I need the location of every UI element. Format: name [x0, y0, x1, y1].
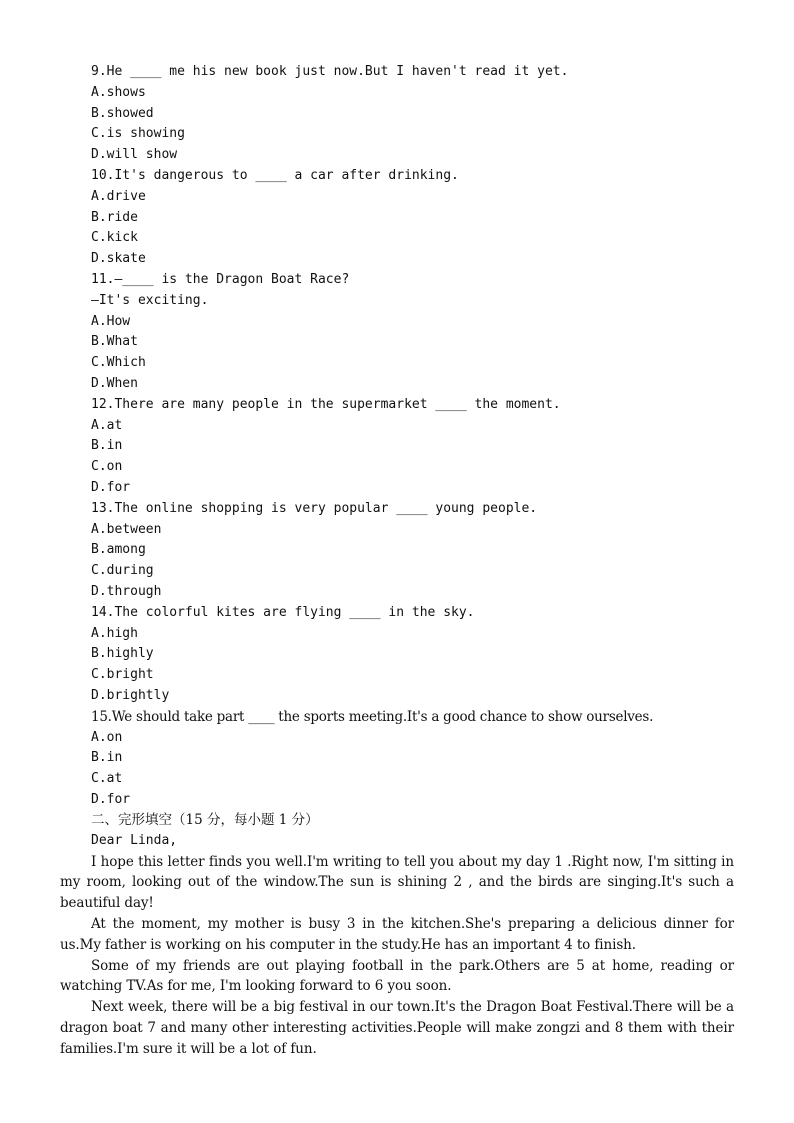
question-stem: 14.The colorful kites are flying ____ in the sky. [91, 604, 475, 620]
option-d: D.brightly [91, 687, 170, 703]
option-a: A.between [91, 521, 162, 537]
question-stem-reply: —It's exciting. [91, 292, 209, 308]
letter-paragraph-1: I hope this letter finds you well.I'm writing to tell you about my day 1 .Right now, I'm sitting in my room, looking out of the window.The sun is shining 2 , and the birds are singing.It's such a beautiful day! [60, 853, 734, 912]
option-c: C.kick [91, 230, 138, 246]
option-c: C.at [91, 771, 123, 787]
option-d: D.will show [91, 147, 178, 163]
option-c: C.during [91, 563, 154, 579]
option-b: B.What [91, 334, 138, 350]
option-a: A.high [91, 625, 138, 641]
multiple-choice-questions [91, 62, 751, 811]
question-11 [91, 270, 751, 395]
letter-salutation: Dear Linda, [91, 832, 178, 848]
question-stem: 12.There are many people in the supermarket ____ the moment. [91, 396, 561, 412]
question-14 [91, 603, 751, 707]
option-b: B.highly [91, 646, 154, 662]
option-c: C.is showing [91, 126, 185, 142]
option-b: B.ride [91, 209, 138, 225]
question-10 [91, 166, 751, 270]
option-a: A.at [91, 417, 123, 433]
letter-paragraph-4: Next week, there will be a big festival in our town.It's the Dragon Boat Festival.There will be a dragon boat 7 and many other interesting activities.People will make zongzi and 8 them with their families.I'm sure it will be a lot of fun. [60, 999, 734, 1057]
cloze-section [60, 810, 734, 1060]
question-9 [91, 62, 751, 166]
option-d: D.skate [91, 251, 146, 267]
question-stem: 13.The online shopping is very popular ____ young people. [91, 500, 538, 516]
question-15 [91, 707, 751, 811]
option-c: C.bright [91, 667, 154, 683]
option-c: C.Which [91, 355, 146, 371]
option-a: A.shows [91, 84, 146, 100]
question-stem: 15.We should take part ____ the sports meeting.It's a good chance to show ourselves. [91, 708, 654, 725]
option-b: B.among [91, 542, 146, 558]
letter-paragraph-3: Some of my friends are out playing football in the park.Others are 5 at home, reading or watching TV.As for me, I'm looking forward to 6 you soon. [60, 957, 734, 995]
question-stem: 11.—____ is the Dragon Boat Race? [91, 271, 350, 287]
question-stem: 9.He ____ me his new book just now.But I haven't read it yet. [91, 64, 569, 79]
option-d: D.through [91, 583, 162, 599]
option-b: B.in [91, 438, 123, 454]
option-c: C.on [91, 459, 123, 475]
option-a: A.on [91, 729, 123, 745]
option-b: B.showed [91, 105, 154, 121]
option-d: D.When [91, 375, 138, 391]
option-a: A.drive [91, 188, 146, 204]
section-heading: 二、完形填空（15 分，每小题 1 分） [91, 812, 319, 828]
option-a: A.How [91, 313, 131, 329]
letter-paragraph-2: At the moment, my mother is busy 3 in the kitchen.She's preparing a delicious dinner for us.My father is working on his computer in the study.He has an important 4 to finish. [60, 915, 734, 953]
option-b: B.in [91, 750, 123, 766]
question-12 [91, 395, 751, 499]
option-d: D.for [91, 791, 131, 807]
option-d: D.for [91, 479, 131, 495]
question-13 [91, 499, 751, 603]
question-stem: 10.It's dangerous to ____ a car after drinking. [91, 167, 459, 183]
